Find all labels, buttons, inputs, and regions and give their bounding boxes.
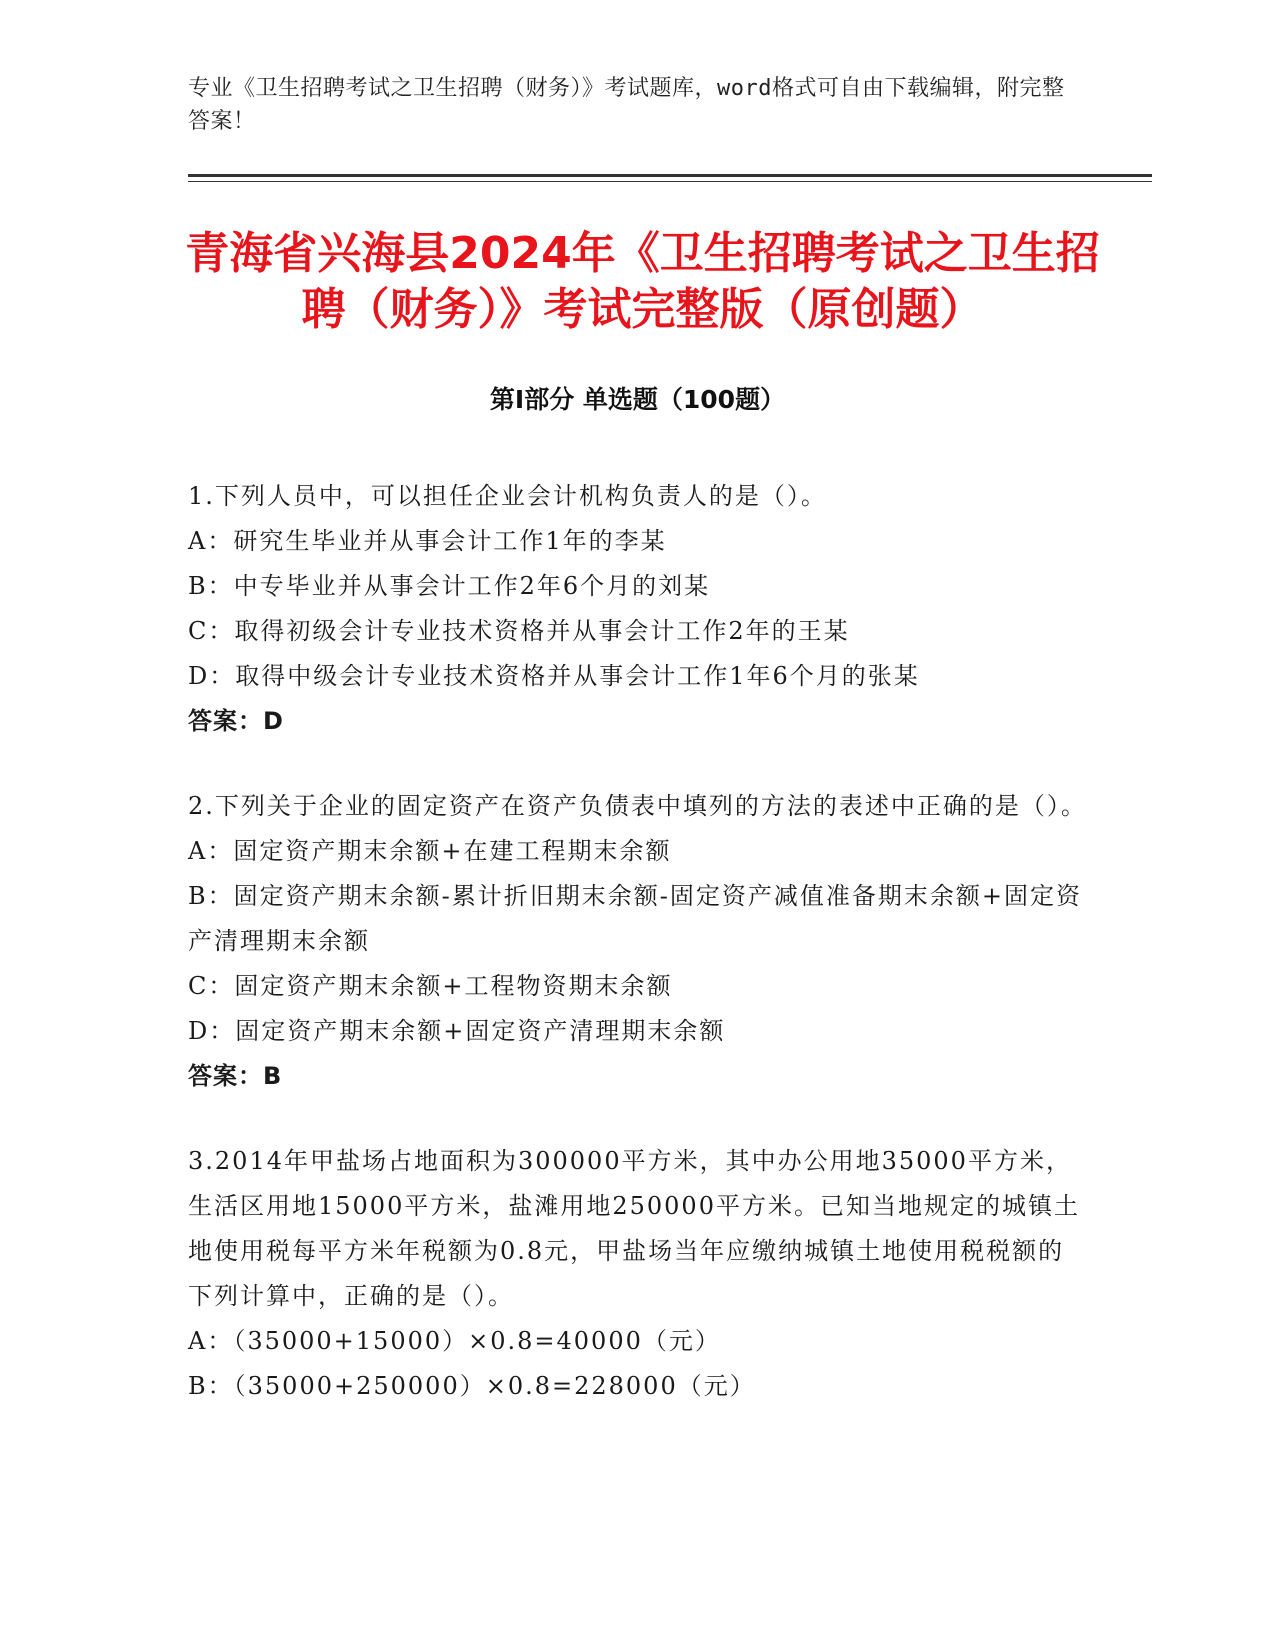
question-stem: 1.下列人员中，可以担任企业会计机构负责人的是（）。 <box>188 482 827 510</box>
question-list <box>188 474 1088 1449</box>
option-b: B：（35000+250000）×0.8=228000（元） <box>188 1372 756 1400</box>
option-a: A：研究生毕业并从事会计工作1年的李某 <box>188 527 667 555</box>
document-title: 青海省兴海县2024年《卫生招聘考试之卫生招聘（财务）》考试完整版（原创题） <box>185 228 1100 335</box>
option-b: B：中专毕业并从事会计工作2年6个月的刘某 <box>188 572 711 600</box>
question-1 <box>188 474 1088 744</box>
question-2 <box>188 784 1088 1099</box>
option-a: A：（35000+15000）×0.8=40000（元） <box>188 1327 721 1355</box>
option-d: D：取得中级会计专业技术资格并从事会计工作1年6个月的张某 <box>188 662 920 690</box>
option-b: B：固定资产期末余额-累计折旧期末余额-固定资产减值准备期末余额+固定资产清理期末余额 <box>188 882 1082 955</box>
header-divider-thick <box>188 174 1152 177</box>
option-c: C：取得初级会计专业技术资格并从事会计工作2年的王某 <box>188 617 850 645</box>
header-note: 专业《卫生招聘考试之卫生招聘（财务）》考试题库，word格式可自由下载编辑，附完整答案！ <box>188 76 1065 134</box>
question-stem: 2.下列关于企业的固定资产在资产负债表中填列的方法的表述中正确的是（）。 <box>188 792 1087 820</box>
answer: 答案：B <box>188 1062 283 1090</box>
question-stem: 3.2014年甲盐场占地面积为300000平方米，其中办公用地35000平方米，生活区用地15000平方米，盐滩用地250000平方米。已知当地规定的城镇土地使用税每平方米年税额为0.8元，甲盐场当年应缴纳城镇土地使用税税额的下列计算中，正确的是（）。 <box>188 1147 1080 1310</box>
header-divider-thin <box>188 181 1152 182</box>
answer: 答案：D <box>188 707 284 735</box>
option-c: C：固定资产期末余额+工程物资期末余额 <box>188 972 673 1000</box>
section-heading: 第Ⅰ部分 单选题（100题） <box>489 385 786 414</box>
option-a: A：固定资产期末余额+在建工程期末余额 <box>188 837 672 865</box>
option-d: D：固定资产期末余额+固定资产清理期末余额 <box>188 1017 726 1045</box>
question-3 <box>188 1139 1088 1409</box>
